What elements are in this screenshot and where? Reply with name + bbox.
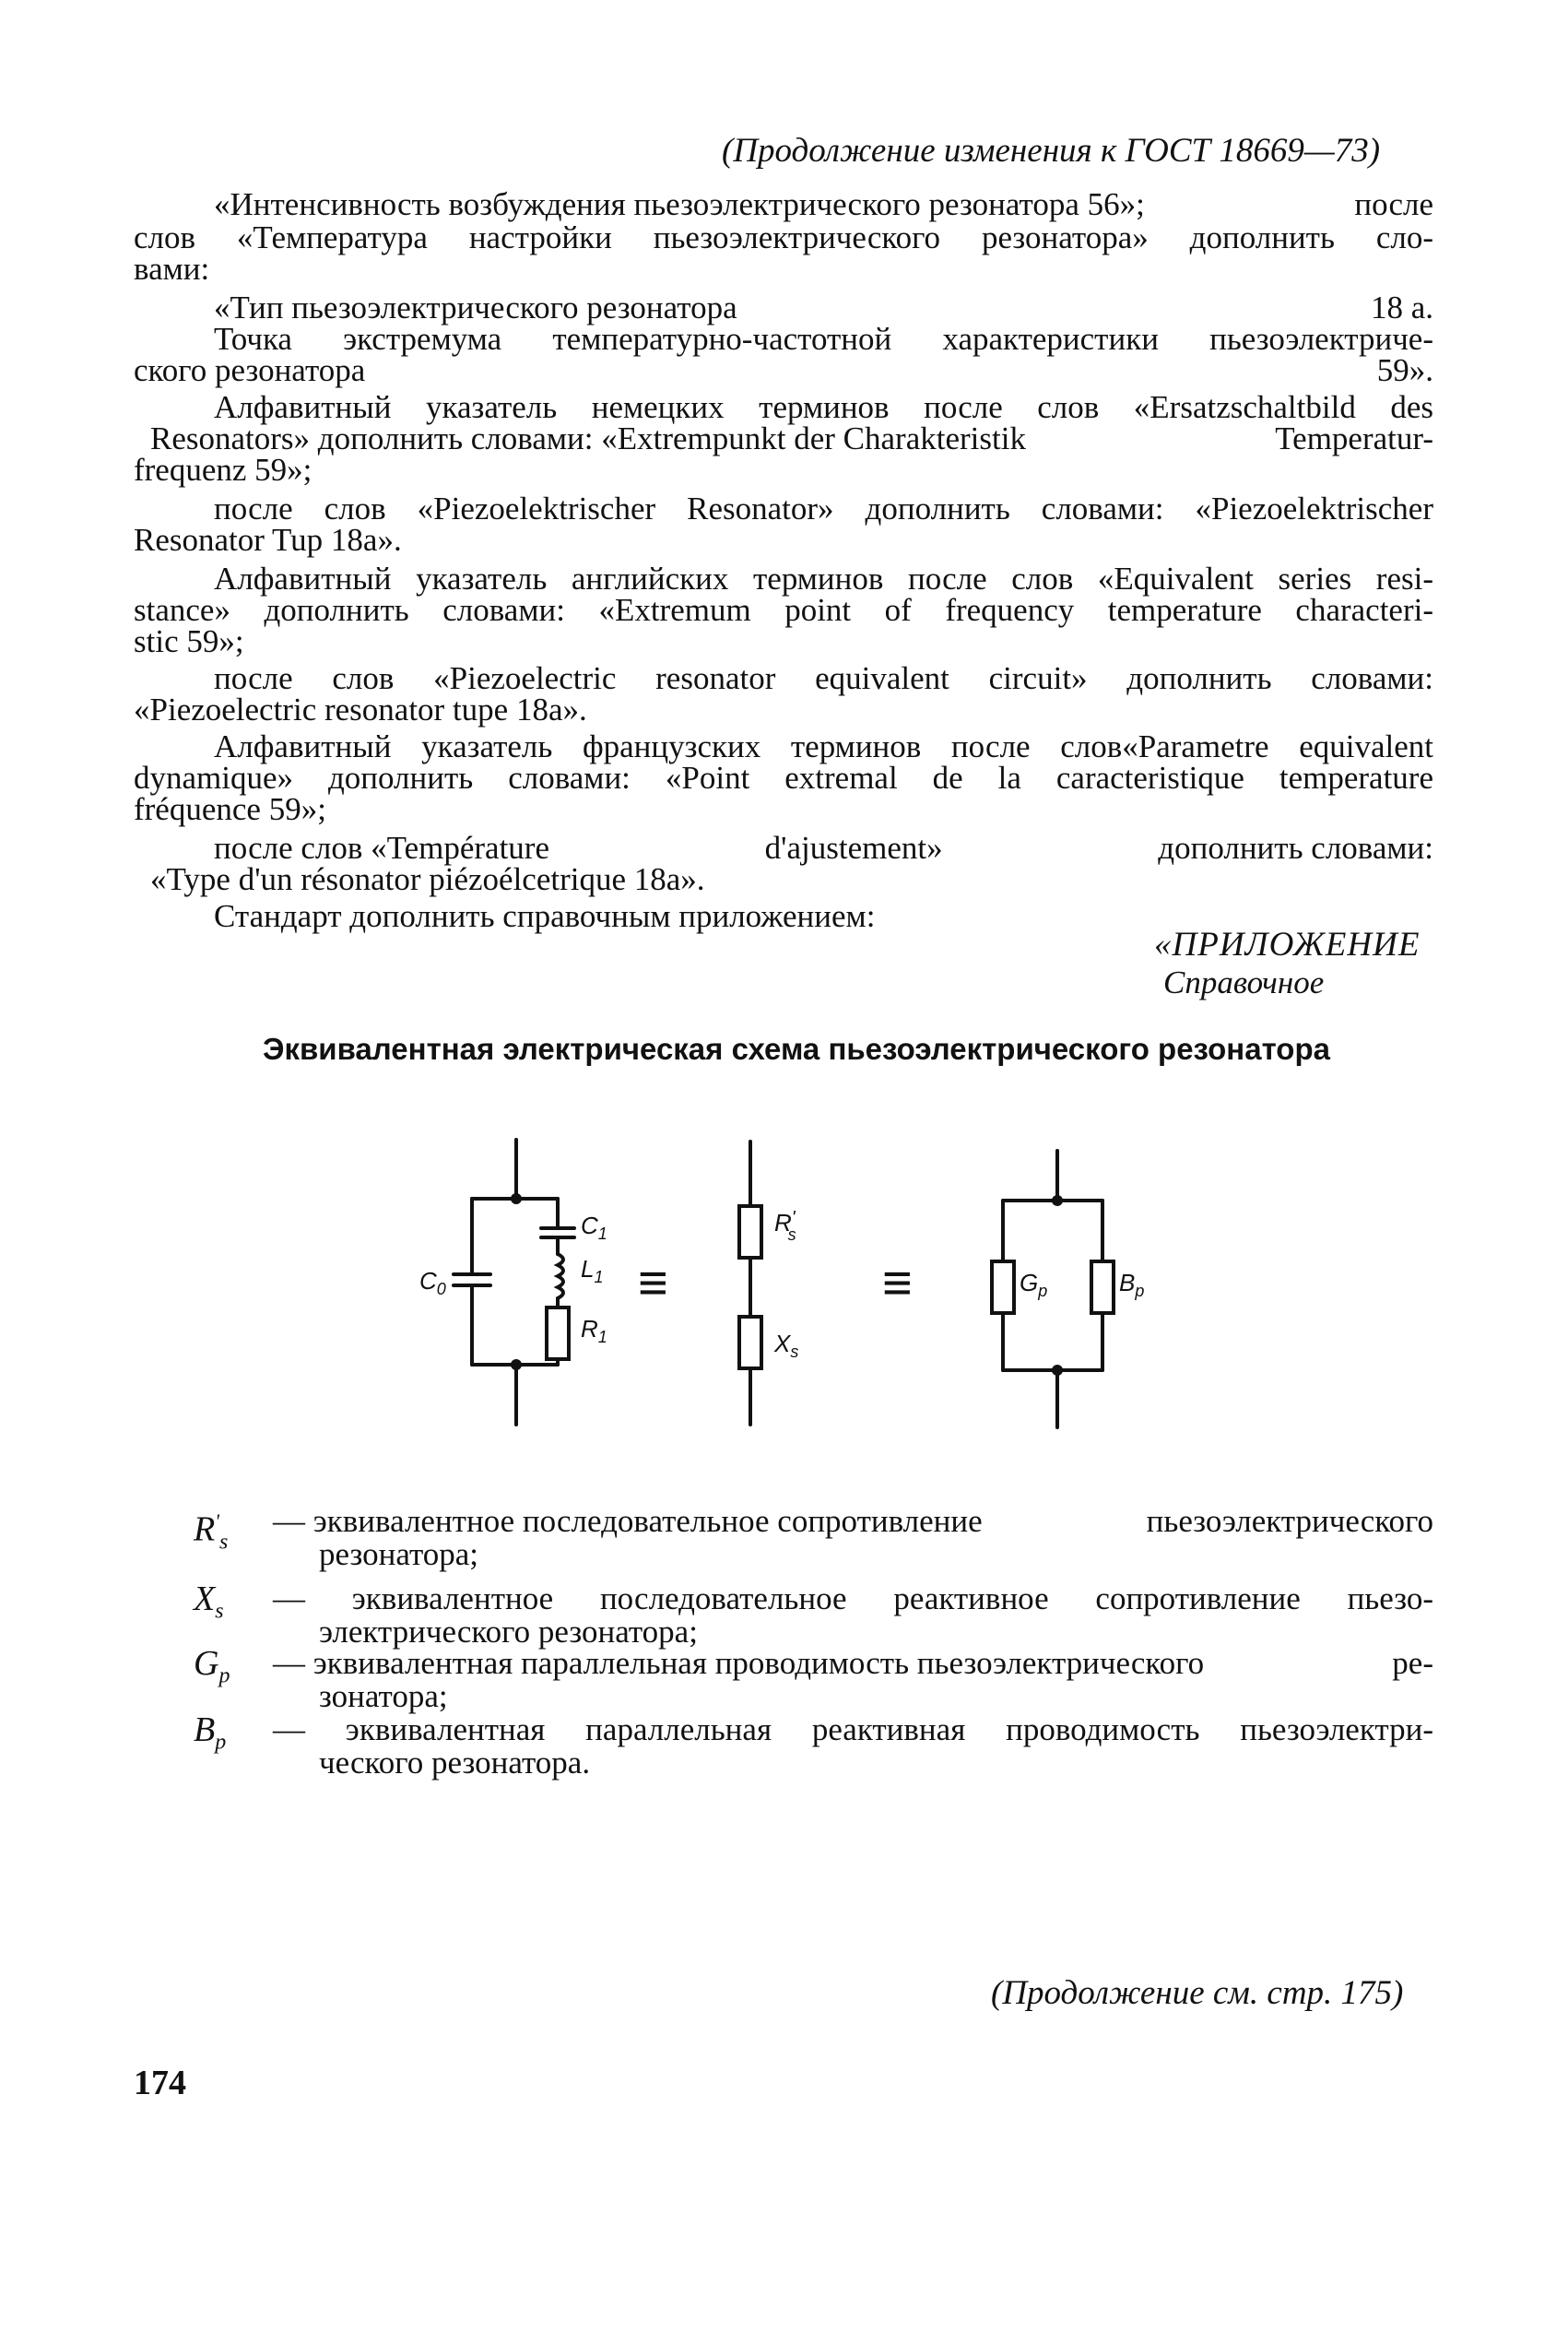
continuation-note: (Продолжение см. стр. 175) bbox=[991, 1974, 1404, 2012]
body-line-segment: «Piezoelectric resonator tupe 18a». bbox=[134, 692, 587, 728]
body-line-segment: Точка экстремума температурно-частотной характеристики пьезоэлектриче- bbox=[214, 321, 1433, 357]
legend-line: — эквивалентное последовательное реактивное сопротивление пьезо- bbox=[273, 1580, 1433, 1616]
body-line-segment: ского резонатора bbox=[134, 352, 366, 388]
rs-resistor bbox=[739, 1206, 761, 1258]
label-r1: $R_1$ bbox=[581, 1315, 607, 1346]
bp-element bbox=[1091, 1261, 1114, 1313]
legend-line: зонатора; bbox=[319, 1678, 448, 1714]
body-line-segment: stance» дополнить словами: «Extremum point of frequency temperature characteri- bbox=[134, 592, 1433, 628]
body-line-segment: Алфавитный указатель английских терминов после слов «Equivalent series resi- bbox=[214, 561, 1433, 597]
legend-line: — эквивалентная параллельная реактивная проводимость пьезоэлектри- bbox=[273, 1711, 1433, 1747]
body-line-segment: «Type d'un résonator piézoélcetrique 18a». bbox=[150, 861, 705, 897]
body-line-segment: после слов «Piezoelectric resonator equivalent circuit» дополнить словами: bbox=[214, 660, 1433, 696]
equivalence-sign-1: ≡ bbox=[638, 1253, 668, 1311]
figure-caption: Эквивалентная электрическая схема пьезоэлектрического резонатора bbox=[263, 1032, 1330, 1066]
body-line-segment: stic 59»; bbox=[134, 623, 244, 659]
body-line-segment: Resonator Tup 18a». bbox=[134, 522, 402, 558]
label-rs: R' s bbox=[774, 1208, 796, 1244]
appendix-title: «ПРИЛОЖЕНИЕ bbox=[1154, 926, 1421, 964]
body-line-segment: dynamique» дополнить словами: «Point extremal de la caracteristique temperature bbox=[134, 760, 1433, 796]
circuit-series-model bbox=[739, 1142, 761, 1425]
body-line-segment: d'ajustement» bbox=[764, 830, 943, 866]
body-line-segment: 18 а. bbox=[1370, 290, 1433, 325]
body-line-segment: Алфавитный указатель французских терминов после слов«Parametre equivalent bbox=[214, 728, 1433, 764]
legend-line: — эквивалентное последовательное сопротивление пьезоэлектрического bbox=[273, 1503, 1433, 1539]
gp-element bbox=[992, 1261, 1014, 1313]
running-header: (Продолжение изменения к ГОСТ 18669—73) bbox=[722, 132, 1381, 170]
body-line-segment: «Интенсивность возбуждения пьезоэлектрического резонатора 56»; bbox=[214, 186, 1145, 222]
body-line-segment: после bbox=[1354, 186, 1433, 222]
xs-element bbox=[739, 1317, 761, 1368]
legend-symbol: $X_s$ bbox=[194, 1580, 224, 1624]
legend-line: резонатора; bbox=[319, 1536, 479, 1572]
label-c1: $C_1$ bbox=[581, 1212, 607, 1243]
legend-symbol: $B_p$ bbox=[194, 1710, 227, 1755]
body-line-segment: «Тип пьезоэлектрического резонатора bbox=[214, 290, 737, 325]
legend-symbol: $R'_s$ bbox=[194, 1509, 229, 1555]
symbol-legend bbox=[194, 1501, 1433, 1781]
body-line-segment: слов «Температура настройки пьезоэлектрического резонатора» дополнить сло- bbox=[134, 219, 1433, 255]
body-line-segment: после слов «Piezoelektrischer Resonator» дополнить словами: «Piezoelektrischer bbox=[214, 491, 1433, 527]
body-line-segment: дополнить словами: bbox=[1158, 830, 1433, 866]
body-line-segment: fréquence 59»; bbox=[134, 791, 326, 827]
l1-coil bbox=[558, 1254, 563, 1298]
legend-line: ческого резонатора. bbox=[319, 1745, 591, 1781]
node-dot bbox=[1052, 1365, 1063, 1376]
label-l1: $L_1$ bbox=[581, 1255, 604, 1286]
body-line-segment: Алфавитный указатель немецких терминов после слов «Ersatzschaltbild des bbox=[214, 389, 1433, 425]
equivalence-sign-2: ≡ bbox=[882, 1253, 913, 1311]
node-dot bbox=[1052, 1195, 1063, 1206]
r1-resistor bbox=[547, 1307, 569, 1359]
label-xs: $X_s$ bbox=[774, 1330, 799, 1361]
node-dot bbox=[511, 1193, 522, 1204]
appendix-subtitle: Справочное bbox=[1163, 964, 1325, 1000]
legend-line: — эквивалентная параллельная проводимость пьезоэлектрического ре- bbox=[273, 1645, 1433, 1681]
label-c0: $C_0$ bbox=[419, 1267, 446, 1298]
circuit-parallel-model bbox=[992, 1151, 1114, 1427]
label-bp: $B_p$ bbox=[1119, 1269, 1145, 1300]
body-line-segment: Temperatur- bbox=[1275, 420, 1433, 456]
legend-line: электрического резонатора; bbox=[319, 1614, 698, 1650]
body-line-segment: 59». bbox=[1376, 352, 1433, 388]
body-line-segment: вами: bbox=[134, 251, 210, 287]
node-dot bbox=[511, 1359, 522, 1370]
body-line-segment: Стандарт дополнить справочным приложением: bbox=[214, 898, 876, 934]
legend-symbol: $G_p$ bbox=[194, 1644, 230, 1688]
circuit-crystal-model bbox=[454, 1140, 574, 1425]
body-line-segment: после слов «Température bbox=[214, 830, 549, 866]
body-line-segment: Resonators» дополнить словами: «Extrempunkt der Charakteristik bbox=[150, 420, 1026, 456]
page-number: 174 bbox=[134, 2064, 186, 2102]
label-gp: $G_p$ bbox=[1020, 1269, 1048, 1300]
body-line-segment: frequenz 59»; bbox=[134, 452, 312, 488]
